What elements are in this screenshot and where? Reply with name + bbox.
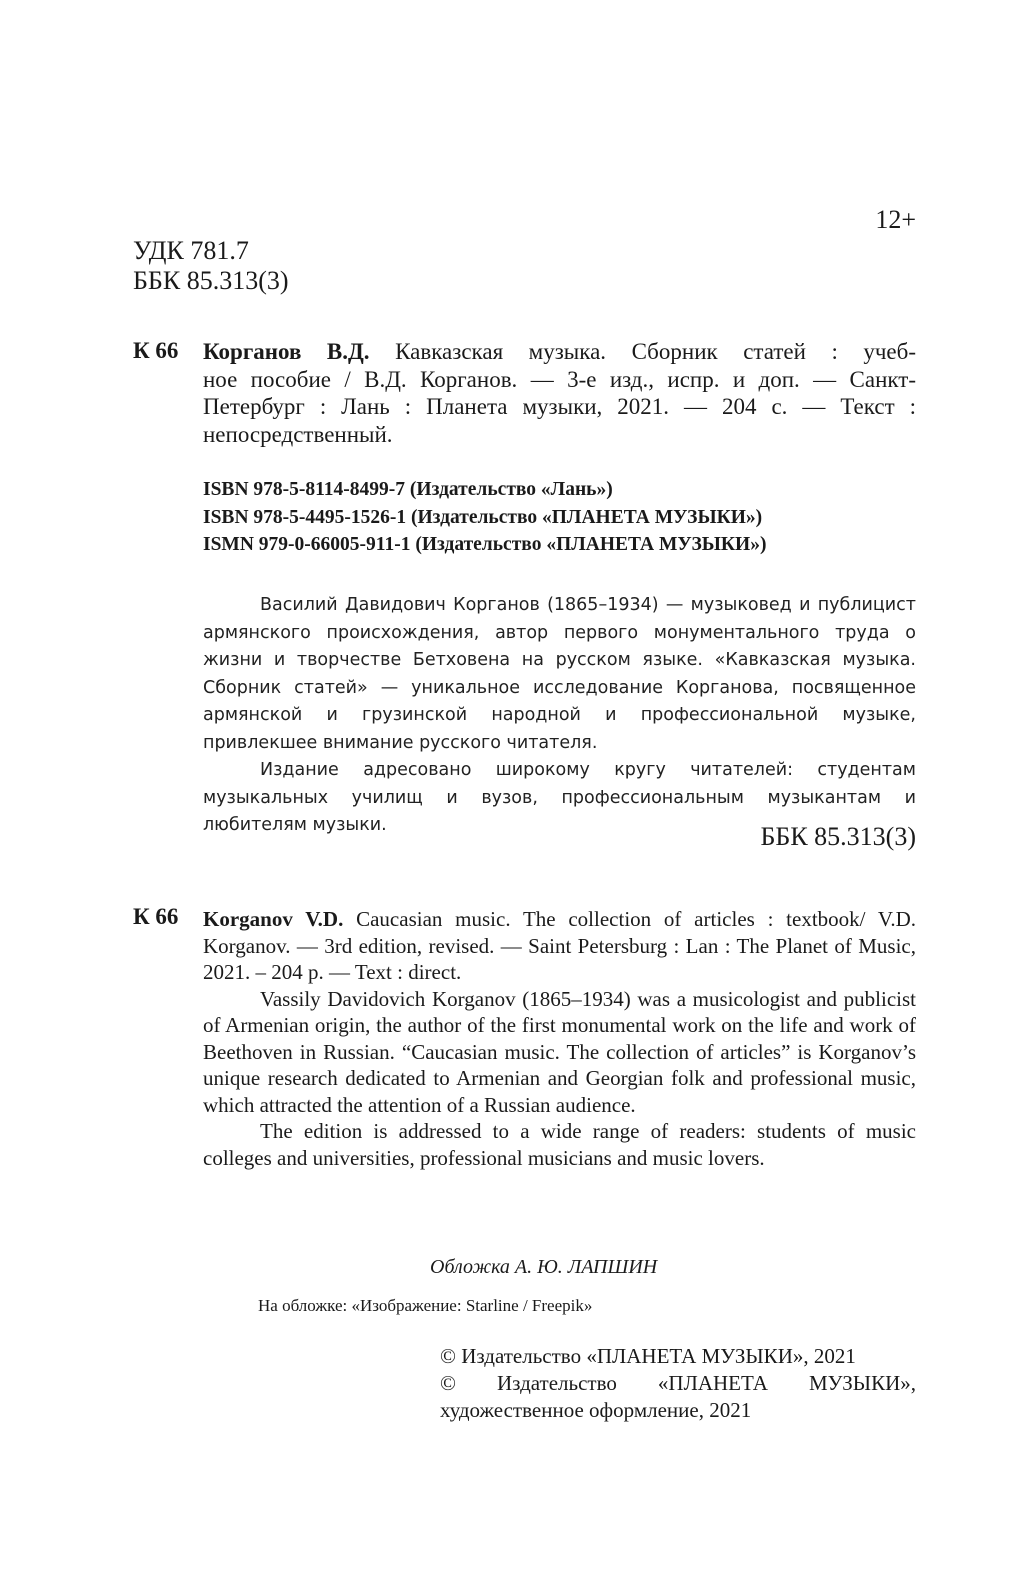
en-entry-code: К 66 bbox=[133, 904, 179, 929]
annotation-ru-paragraph: Василий Давидович Корганов (1865–1934) — музыковед и публицист армянского происхождения, автор первого монументального труда о жизни и творчестве Бетховена на русском языке. «Кавказская музыка. Сборник статей» — уникальное исследование Корганова, посвященное армянской и грузинской народной и профессиональной музыке, привлекшее внимание русского читателя. bbox=[203, 595, 916, 753]
annotation-ru-paragraph: Издание адресовано широкому кругу читателей: студентам музыкальных училищ и вузов, профессиональным музыкантам и любителям музыки. bbox=[203, 760, 916, 835]
copyright-line: © Издательство «ПЛАНЕТА МУЗЫКИ», 2021 bbox=[440, 1344, 856, 1368]
age-rating: 12+ bbox=[875, 205, 916, 234]
ru-entry-line: непосредственный. bbox=[203, 421, 393, 447]
copyright-line: © Издательство «ПЛАНЕТА МУЗЫКИ», bbox=[440, 1371, 916, 1395]
isbn-line: ISMN 979-0-66005-911-1 (Издательство «ПЛАНЕТА МУЗЫКИ») bbox=[203, 534, 767, 555]
isbn-list bbox=[203, 476, 766, 559]
bbk-code-right: ББК 85.313(3) bbox=[760, 822, 916, 851]
copyright-line: художественное оформление, 2021 bbox=[440, 1398, 752, 1422]
ru-entry-line: Кавказская музыка. Сборник статей : учеб- bbox=[395, 339, 916, 364]
en-entry-citation bbox=[203, 906, 916, 986]
en-entry-paragraph: Vassily Davidovich Korganov (1865–1934) was a musicologist and publicist of Armenian origin, the author of the first monumental work on the life and work of Beethoven in Russian. “Caucasian music. The collection of articles” is Korganov’s unique research dedicated to Armenian and Georgian folk and professional music, which attracted the attention of a Russian audience. bbox=[203, 986, 916, 1117]
cover-image-credit: На обложке: «Изображение: Starline / Freepik» bbox=[258, 1296, 593, 1315]
copyright-block bbox=[440, 1343, 916, 1424]
ru-entry-line: Петербург : Лань : Планета музыки, 2021. — 204 с. — Текст : bbox=[203, 394, 916, 419]
en-entry-citation-text: Caucasian music. The collection of articles : textbook/ V.D. Korganov. — 3rd edition, revised. — Saint Petersburg : Lan : The Planet of Music, 2021. – 204 p. — Text : direct. bbox=[203, 907, 916, 984]
isbn-line: ISBN 978-5-4495-1526-1 (Издательство «ПЛАНЕТА МУЗЫКИ») bbox=[203, 506, 763, 528]
en-entry-paragraph: The edition is addressed to a wide range of readers: students of music colleges and universities, professional musicians and music lovers. bbox=[203, 1119, 916, 1170]
classification-codes bbox=[133, 236, 289, 296]
ru-entry-line: ное пособие / В.Д. Корганов. — 3-е изд., испр. и доп. — Санкт- bbox=[203, 366, 916, 392]
ru-entry-author: Корганов В.Д. bbox=[203, 339, 370, 364]
en-entry bbox=[203, 906, 916, 1171]
ru-entry-code: К 66 bbox=[133, 338, 179, 363]
en-entry-author: Korganov V.D. bbox=[203, 907, 344, 931]
bbk-code: ББК 85.313(3) bbox=[133, 266, 289, 295]
annotation-ru bbox=[203, 592, 916, 840]
cover-credit: Обложка А. Ю. ЛАПШИН bbox=[430, 1256, 658, 1278]
ru-entry-citation bbox=[203, 338, 916, 448]
udk-code: УДК 781.7 bbox=[133, 236, 249, 265]
isbn-line: ISBN 978-5-8114-8499-7 (Издательство «Лань») bbox=[203, 479, 613, 500]
